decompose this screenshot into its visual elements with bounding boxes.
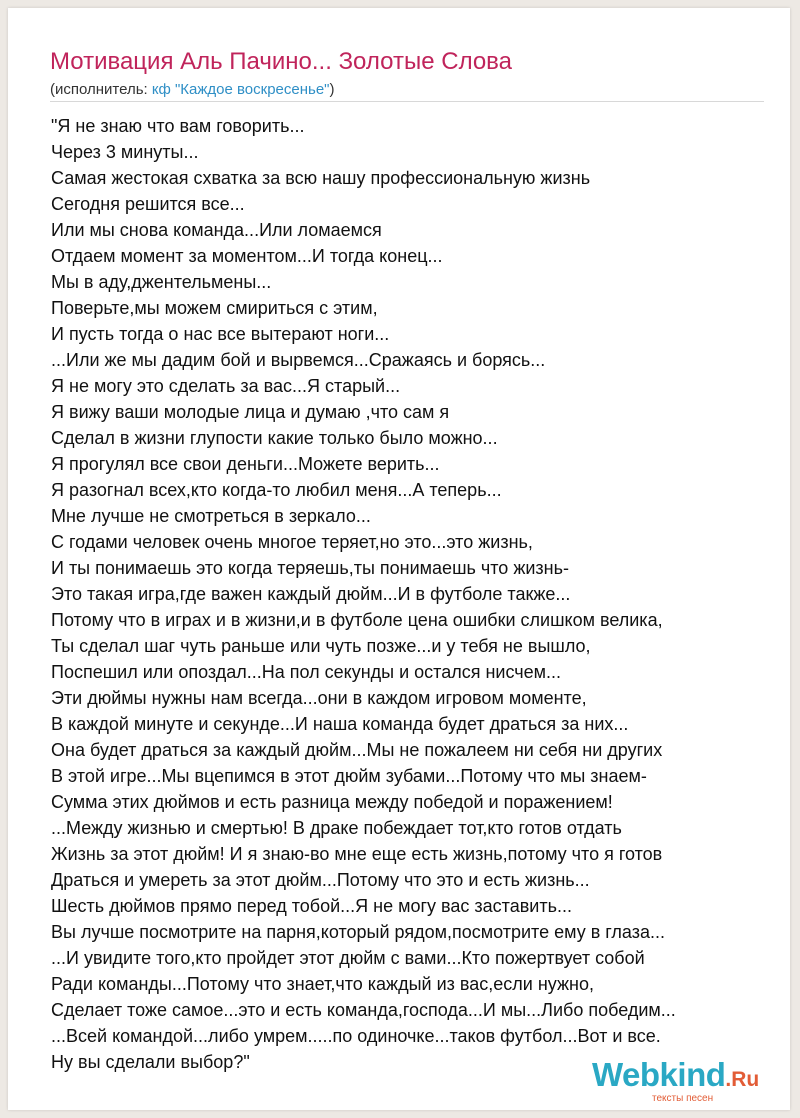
lyric-line: Мне лучше не смотреться в зеркало...: [51, 506, 371, 526]
lyric-line: Это такая игра,где важен каждый дюйм...И в футболе также...: [51, 584, 571, 604]
lyric-line: Ты сделал шаг чуть раньше или чуть позже...и у тебя не вышло,: [51, 636, 591, 656]
lyric-line: Сделает тоже самое...это и есть команда,господа...И мы...Либо победим...: [51, 1000, 676, 1020]
site-logo[interactable]: [592, 1056, 760, 1104]
lyric-line: Жизнь за этот дюйм! И я знаю-во мне еще есть жизнь,потому что я готов: [51, 844, 663, 864]
lyric-line: Через 3 минуты...: [51, 142, 199, 162]
lyrics-text: [51, 113, 791, 1075]
lyric-line: Сумма этих дюймов и есть разница между победой и поражением!: [51, 792, 613, 812]
lyric-line: В каждой минуте и секунде...И наша команда будет драться за них...: [51, 714, 629, 734]
lyric-line: ...Всей командой...либо умрем.....по одиночке...таков футбол...Вот и все.: [51, 1026, 661, 1046]
lyric-line: Вы лучше посмотрите на парня,который рядом,посмотрите ему в глаза...: [51, 922, 666, 942]
lyric-line: Мы в аду,джентельмены...: [51, 272, 272, 292]
header-divider: [50, 101, 764, 102]
lyric-line: В этой игре...Мы вцепимся в этот дюйм зубами...Потому что мы знаем-: [51, 766, 647, 786]
lyric-line: ...И увидите того,кто пройдет этот дюйм с вами...Кто пожертвует собой: [51, 948, 645, 968]
song-title: Мотивация Аль Пачино... Золотые Слова: [50, 48, 513, 75]
page-sheet: [8, 8, 790, 1110]
lyric-line: Шесть дюймов прямо перед тобой...Я не могу вас заставить...: [51, 896, 572, 916]
lyric-line: "Я не знаю что вам говорить...: [51, 116, 305, 136]
lyric-line: Она будет драться за каждый дюйм...Мы не пожалеем ни себя ни других: [51, 740, 663, 760]
logo-tagline: тексты песен: [652, 1093, 714, 1104]
logo-name: Webkind: [592, 1056, 726, 1093]
lyric-line: И ты понимаешь это когда теряешь,ты понимаешь что жизнь-: [51, 558, 569, 578]
lyric-line: И пусть тогда о нас все вытерают ноги...: [51, 324, 390, 344]
logo-tld: .Ru: [725, 1068, 760, 1091]
lyric-line: Ради команды...Потому что знает,что каждый из вас,если нужно,: [51, 974, 594, 994]
lyric-line: Я разогнал всех,кто когда-то любил меня...А теперь...: [51, 480, 502, 500]
lyric-line: С годами человек очень многое теряет,но это...это жизнь,: [51, 532, 533, 552]
lyric-line: Самая жестокая схватка за всю нашу профессиональную жизнь: [51, 168, 591, 188]
lyric-line: ...Между жизнью и смертью! В драке побеждает тот,кто готов отдать: [51, 818, 622, 838]
artist-line: [50, 81, 335, 98]
lyric-line: Драться и умереть за этот дюйм...Потому что это и есть жизнь...: [51, 870, 590, 890]
lyric-line: Ну вы сделали выбор?": [51, 1052, 250, 1072]
lyric-line: Я не могу это сделать за вас...Я старый...: [51, 376, 401, 396]
lyric-line: Сделал в жизни глупости какие только было можно...: [51, 428, 498, 448]
lyric-line: Отдаем момент за моментом...И тогда конец...: [51, 246, 443, 266]
lyric-line: Потому что в играх и в жизни,и в футболе цена ошибки слишком велика,: [51, 610, 663, 630]
lyric-line: ...Или же мы дадим бой и вырвемся...Сражаясь и борясь...: [51, 350, 546, 370]
lyric-line: Сегодня решится все...: [51, 194, 245, 214]
lyric-line: Я вижу ваши молодые лица и думаю ,что сам я: [51, 402, 450, 422]
lyric-line: Поспешил или опоздал...На пол секунды и остался нисчем...: [51, 662, 562, 682]
artist-link[interactable]: кф "Каждое воскресенье": [151, 81, 330, 98]
lyric-line: Или мы снова команда...Или ломаемся: [51, 220, 382, 240]
artist-prefix: (исполнитель:: [50, 81, 152, 98]
artist-suffix: ): [329, 81, 335, 98]
lyric-line: Эти дюймы нужны нам всегда...они в каждом игровом моменте,: [51, 688, 587, 708]
lyric-line: Поверьте,мы можем смириться с этим,: [51, 298, 378, 318]
lyric-line: Я прогулял все свои деньги...Можете верить...: [51, 454, 440, 474]
